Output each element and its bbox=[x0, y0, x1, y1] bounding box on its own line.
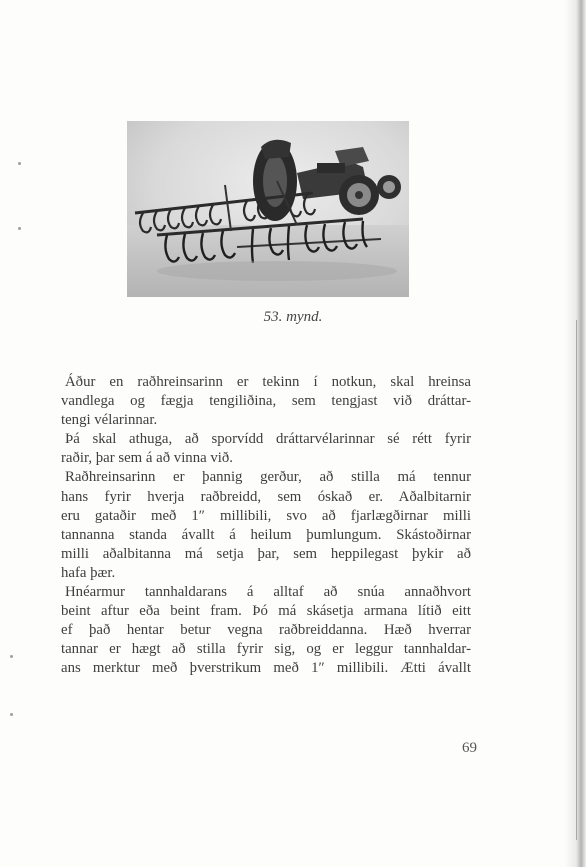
scan-speck bbox=[18, 227, 21, 230]
text-line: hafa þær. bbox=[61, 564, 116, 581]
text-line: Þá skal athuga, að sporvídd dráttarvélarinnar sé rétt fyrir bbox=[65, 431, 471, 448]
body-text bbox=[61, 373, 471, 679]
text-line: tannar er hægt að stilla fyrir sig, og er leggur tannhaldar- bbox=[61, 641, 471, 658]
text-line: beint aftur eða beint fram. Þó má skásetja armana lítið eitt bbox=[61, 603, 471, 620]
page-edge-shadow bbox=[564, 0, 586, 867]
page-number: 69 bbox=[462, 740, 477, 756]
scan-speck bbox=[18, 162, 21, 165]
text-line: Áður en raðhreinsarinn er tekinn í notkun, skal hreinsa bbox=[65, 374, 471, 390]
figure-caption: 53. mynd. bbox=[263, 309, 323, 325]
text-line: Raðhreinsarinn er þannig gerður, að stilla má tennur bbox=[65, 469, 471, 486]
scan-speck bbox=[10, 713, 13, 716]
text-line: tannanna standa ávallt á heilum þumlungum. Skástoðirnar bbox=[61, 526, 471, 543]
text-line: ef það hentar betur vegna raðbreiddanna. Hæð hverrar bbox=[61, 622, 471, 639]
tractor-cultivator-photo bbox=[127, 121, 409, 297]
text-line: ans merktur með þverstrikum með 1″ millibili. Ætti ávallt bbox=[61, 660, 471, 677]
page-edge-line bbox=[576, 320, 577, 840]
text-line: tengi vélarinnar. bbox=[61, 412, 158, 429]
scan-speck bbox=[10, 655, 13, 658]
text-line: Hnéarmur tannhaldarans á alltaf að snúa annaðhvort bbox=[65, 584, 471, 601]
text-line: milli aðalbitanna má setja þar, sem heppilegast þykir að bbox=[61, 545, 471, 562]
text-line: eru gataðir með 1″ millibili, svo að fjarlægðirnar milli bbox=[61, 507, 471, 524]
text-line: vandlega og fægja tengiliðina, sem tengjast við dráttar- bbox=[61, 393, 471, 410]
text-line: raðir, þar sem á að vinna við. bbox=[61, 450, 233, 467]
text-line: hans fyrir hverja raðbreidd, sem óskað er. Aðalbitarnir bbox=[61, 488, 471, 505]
